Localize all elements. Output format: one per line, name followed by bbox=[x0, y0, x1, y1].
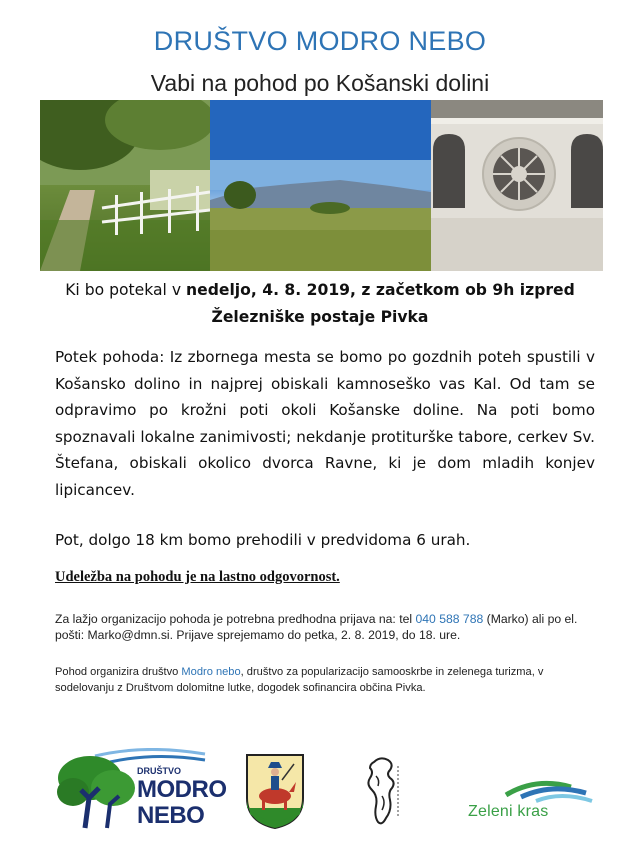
zeleni-kras-text: Zeleni kras bbox=[468, 803, 549, 820]
page-title: DRUŠTVO MODRO NEBO bbox=[153, 26, 487, 56]
page-subtitle: Vabi na pohod po Košanski dolini bbox=[150, 70, 490, 96]
organizer-name: Modro nebo bbox=[181, 666, 241, 678]
logo-drustvo: DRUŠTVO bbox=[137, 766, 182, 776]
photo-country-road bbox=[40, 100, 210, 271]
event-location: Železniške postaje Pivka bbox=[211, 308, 429, 326]
photo-strip bbox=[40, 100, 603, 271]
photo-valley-landscape bbox=[210, 100, 431, 271]
photo-church-window bbox=[431, 100, 603, 271]
registration-info bbox=[55, 611, 600, 643]
registration-text-2: (Marko) ali po el. pošti: Marko@dmn.si. Prijave sprejemamo do petka, 2. 8. 2019, do 18. ure. bbox=[55, 612, 578, 642]
event-date-time: nedeljo, 4. 8. 2019, z začetkom ob 9h izpred bbox=[186, 281, 575, 299]
route-description: Potek pohoda: Iz zbornega mesta se bomo po gozdnih poteh spustili v Košansko dolino in najprej obiskali kamnoseško vas Kal. Od tam se odpravimo po krožni poti okoli Košanske doline. Na poti bomo spoznavali lokalne zanimivosti; nekdanje protiturške tabore, cerkev Sv. Štefana, obiskali okolico dvorca Ravne, ki je dom mladih konjev lipicancev. bbox=[55, 348, 595, 499]
organizer-text-1: Pohod organizira društvo bbox=[55, 666, 182, 678]
registration-text-1: Za lažjo organizacijo pohoda je potrebna predhodna prijava na: tel bbox=[55, 612, 416, 626]
dolomitne-lutke-logo bbox=[360, 756, 408, 828]
logo-modro: MODRO bbox=[137, 776, 227, 803]
modro-nebo-logo bbox=[55, 748, 227, 830]
organizer-text-2: , društvo za popularizacijo samooskrbe in zelenega turizma, v sodelovanju z Društvom dolomitne lutke, dogodek sofinancira občina Pivka. bbox=[55, 666, 544, 694]
distance-info: Pot, dolgo 18 km bomo prehodili v predvidoma 6 urah. bbox=[55, 531, 471, 549]
organizer-info bbox=[55, 664, 600, 696]
zeleni-kras-logo bbox=[466, 775, 596, 827]
responsibility-notice: Udeležba na pohodu je na lastno odgovornost. bbox=[55, 569, 340, 585]
pivka-coat-of-arms bbox=[244, 752, 306, 830]
event-prefix: Ki bo potekal v bbox=[65, 281, 187, 299]
event-details bbox=[20, 277, 620, 331]
logo-nebo: NEBO bbox=[137, 802, 205, 829]
phone-number[interactable]: 040 588 788 bbox=[415, 612, 484, 626]
